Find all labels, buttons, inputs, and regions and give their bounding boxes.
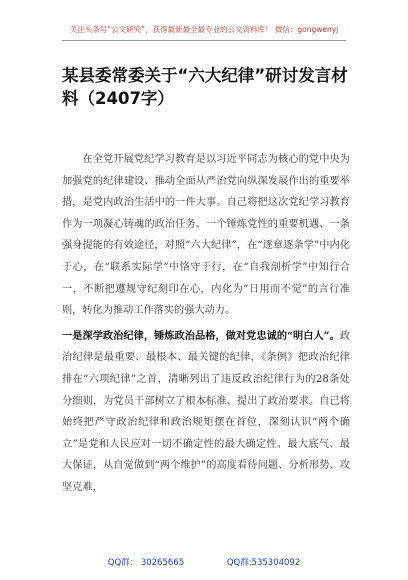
paragraph-political-discipline bbox=[62, 326, 350, 499]
header-divider bbox=[62, 40, 346, 41]
document-body bbox=[62, 149, 350, 499]
paragraph-intro: 在全党开展党纪学习教育是以习近平同志为核心的党中央为加强党的纪律建设、推动全面从严治党向纵深发展作出的重要举措，是党内政治生活中的一件大事。自己将把这次党纪学习教育作为一项凝心铸魂的政治任务、一个锤炼党性的重要机遇、一条强身提能的有效途径，对照“六大纪律”，在“逐章逐条学”中内化于心，在“联系实际学”中恪守于行，在“自我剖析学”中知行合一，不断把遵规守纪刻印在心，内化为“日用而不觉”的言行准则，转化为推动工作落实的强大动力。 bbox=[62, 154, 350, 317]
paragraph-lead-heading: 一是深学政治纪律，锤炼政治品格，做对党忠诚的“明白人”。 bbox=[62, 329, 340, 342]
document-title: 某县委常委关于“六大纪律”研讨发言材料（2407字） bbox=[62, 66, 348, 108]
qq-group-1: QQ群： 30265665 bbox=[107, 558, 185, 568]
header-promo-note: 关注头条号“公文研究”，获得最新最全最专业的公文资料库！ 微信：gongwenyj bbox=[69, 25, 339, 34]
paragraph-text: 政治纪律是最重要、最根本、最关键的纪律，《条例》把政治纪律排在“六项纪律”之首，清晰列出了违反政治纪律行为的28条处分细则，为党员干部树立了根本标准、提出了政治要求。自己将始终把严守政治纪律和政治规矩摆在首位，深刻认识“两个确立”是党和人民应对一切不确定性的最大确定性、最大底气、最大保证，从自觉做到“两个维护”的高度看待问题、分析形势、攻坚克难， bbox=[62, 330, 350, 493]
footer-contacts bbox=[0, 556, 408, 568]
qq-group-2: QQ群:535304092 bbox=[226, 558, 301, 568]
